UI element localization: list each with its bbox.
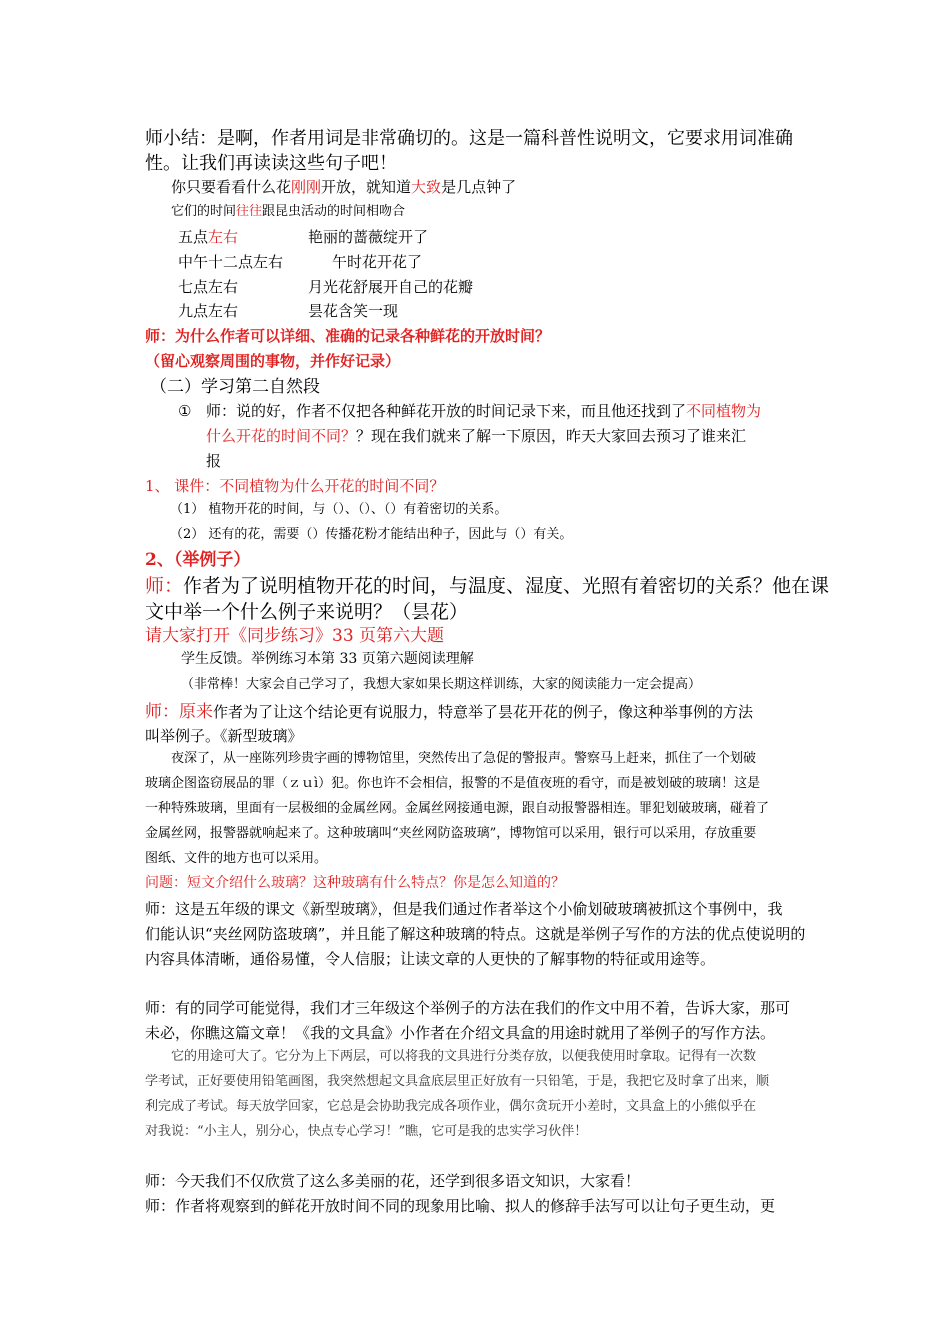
passage-line: 利完成了考试。每天放学回家，它总是会协助我完成各项作业，偶尔贪玩开小差时，文具盒上的小熊似乎在 — [145, 1099, 757, 1114]
section-heading: （二）学习第二自然段 — [150, 377, 320, 397]
item-1-highlight: 不同植物为 — [686, 402, 762, 420]
teacher-explanation-line: 内容具体清晰，通俗易懂，令人信服；让读文章的人更快的了解事物的特征或用途等。 — [145, 950, 716, 968]
time-desc: 昙花含笑一现 — [308, 302, 399, 320]
passage-line: 金属丝网，报警器就响起来了。这种玻璃叫“夹丝网防盗玻璃”，博物馆可以采用，银行可以采用，存放重要 — [145, 826, 757, 841]
teacher-explanation-line: 们能认识“夹丝网防盗玻璃”，并且能了解这种玻璃的特点。这就是举例子写作的方法的优点使说明的 — [145, 925, 806, 943]
time-desc: 月光花舒展开自己的花瓣 — [308, 278, 474, 296]
sentence-1-part: 你只要看看什么花 — [171, 178, 292, 196]
teacher-example-line-2: 叫举例子。《新型玻璃》 — [145, 727, 303, 745]
praise-note: （非常棒！大家会自己学习了，我想大家如果长期这样训练，大家的阅读能力一定会提高） — [181, 677, 702, 692]
time-label: 七点左右 — [178, 278, 239, 296]
passage-line: 玻璃企图盗窃展品的罪（ｚｕì）犯。你也许不会相信，报警的不是值夜班的看守，而是被划破的玻璃！这是 — [145, 776, 761, 791]
teacher-remark-line: 师：有的同学可能觉得，我们才三年级这个举例子的方法在我们的作文中用不着，告诉大家，那可 — [145, 999, 791, 1017]
blank-question-1: （1） 植物开花的时间，与（）、（）、（）有着密切的关系。 — [170, 502, 508, 517]
item-1-text: 师：说的好，作者不仅把各种鲜花开放的时间记录下来，而且他还找到了 — [206, 402, 687, 420]
teacher-example-text: 作者为了让这个结论更有说服力，特意举了昙花开花的例子，像这种举事例的方法 — [213, 703, 754, 721]
passage-line: 学考试，正好要使用铅笔画图，我突然想起文具盒底层里正好放有一只铅笔，于是，我把它及时拿了出来，顺 — [145, 1074, 770, 1089]
passage-line: 对我说：“小主人，别分心，快点专心学习！”瞧，它可是我的忠实学习伙伴！ — [145, 1124, 588, 1139]
teacher-question-2-line-1 — [145, 575, 829, 599]
teacher-remark-line: 未必，你瞧这篇文章！《我的文具盒》小作者在介绍文具盒的用途时就用了举例子的写作方法。 — [145, 1024, 776, 1042]
teacher-explanation-line: 师：这是五年级的课文《新型玻璃》，但是我们通过作者举这个小偷划破玻璃被抓这个事例中，我 — [145, 900, 783, 918]
open-book-instruction: 请大家打开《同步练习》33 页第六大题 — [145, 626, 445, 646]
passage-line: 一种特殊玻璃，里面有一层极细的金属丝网。金属丝网接通电源，跟自动报警器相连。罪犯划破玻璃，碰着了 — [145, 801, 770, 816]
item-1-highlight: 什么开花的时间不同？ — [206, 427, 357, 445]
summary-line-1: 师小结：是啊，作者用词是非常确切的。这是一篇科普性说明文，它要求用词准确 — [145, 128, 793, 149]
time-highlight: 左右 — [208, 228, 239, 246]
sentence-2-part: 跟昆虫活动的时间相吻合 — [262, 204, 406, 219]
teacher-prefix: 师： — [145, 575, 184, 597]
sentence-1-part: 是几点钟了 — [441, 178, 517, 196]
summary-line-2: 性。让我们再读读这些句子吧！ — [145, 153, 397, 174]
closing-line: 师：今天我们不仅欣赏了这么多美丽的花，还学到很多语文知识，大家看！ — [145, 1172, 641, 1190]
passage-line: 夜深了，从一座陈列珍贵字画的博物馆里，突然传出了急促的警报声。警察马上赶来，抓住了一个划破 — [171, 751, 757, 766]
passage-line: 它的用途可大了。它分为上下两层，可以将我的文具进行分类存放，以便我使用时拿取。记得有一次数 — [171, 1049, 757, 1064]
sentence-1-part: 开放，就知道 — [321, 178, 412, 196]
sentence-1 — [171, 178, 516, 197]
teacher-question-1: 师：为什么作者可以详细、准确的记录各种鲜花的开放时间？ — [145, 327, 551, 345]
sentence-2-highlight: 往往 — [236, 204, 263, 219]
sentence-2-part: 它们的时间 — [171, 204, 237, 219]
teacher-question-text: 作者为了说明植物开花的时间，与温度、湿度、光照有着密切的关系？他在课 — [183, 575, 830, 597]
sentence-2 — [171, 204, 405, 220]
sentence-1-highlight: 大致 — [411, 178, 442, 196]
item-number: ① — [178, 402, 192, 420]
time-row — [178, 228, 238, 247]
question-1-answer: （留心观察周围的事物，并作好记录） — [145, 352, 401, 370]
teacher-question-2-line-2: 文中举一个什么例子来说明？（昙花） — [145, 601, 469, 623]
time-desc: 艳丽的蔷薇绽开了 — [308, 228, 429, 246]
teacher-example-line-1 — [145, 702, 753, 723]
blank-question-2: （2） 还有的花，需要（）传播花粉才能结出种子，因此与（）有关。 — [170, 527, 573, 542]
example-heading: 2、（举例子） — [145, 550, 251, 570]
time-label: 五点 — [178, 228, 209, 246]
courseware-heading: 1、 课件：不同植物为什么开花的时间不同？ — [145, 477, 445, 495]
closing-line: 师：作者将观察到的鲜花开放时间不同的现象用比喻、拟人的修辞手法写可以让句子更生动，更 — [145, 1197, 776, 1215]
time-label: 中午十二点左右 — [178, 253, 284, 271]
passage-line: 图纸、文件的地方也可以采用。 — [145, 851, 328, 866]
item-1-text: ？现在我们就来了解一下原因，昨天大家回去预习了谁来汇 — [356, 427, 747, 445]
item-1-line-3: 报 — [206, 452, 222, 470]
time-desc: 午时花开花了 — [332, 253, 423, 271]
item-1-line-2 — [206, 427, 746, 446]
item-1-line-1 — [206, 402, 761, 421]
question-line: 问题：短文介绍什么玻璃？这种玻璃有什么特点？你是怎么知道的？ — [145, 875, 565, 891]
student-feedback: 学生反馈。举例练习本第 33 页第六题阅读理解 — [181, 651, 474, 667]
time-label: 九点左右 — [178, 302, 239, 320]
teacher-highlight: 师：原来 — [145, 702, 213, 722]
sentence-1-highlight: 刚刚 — [291, 178, 322, 196]
